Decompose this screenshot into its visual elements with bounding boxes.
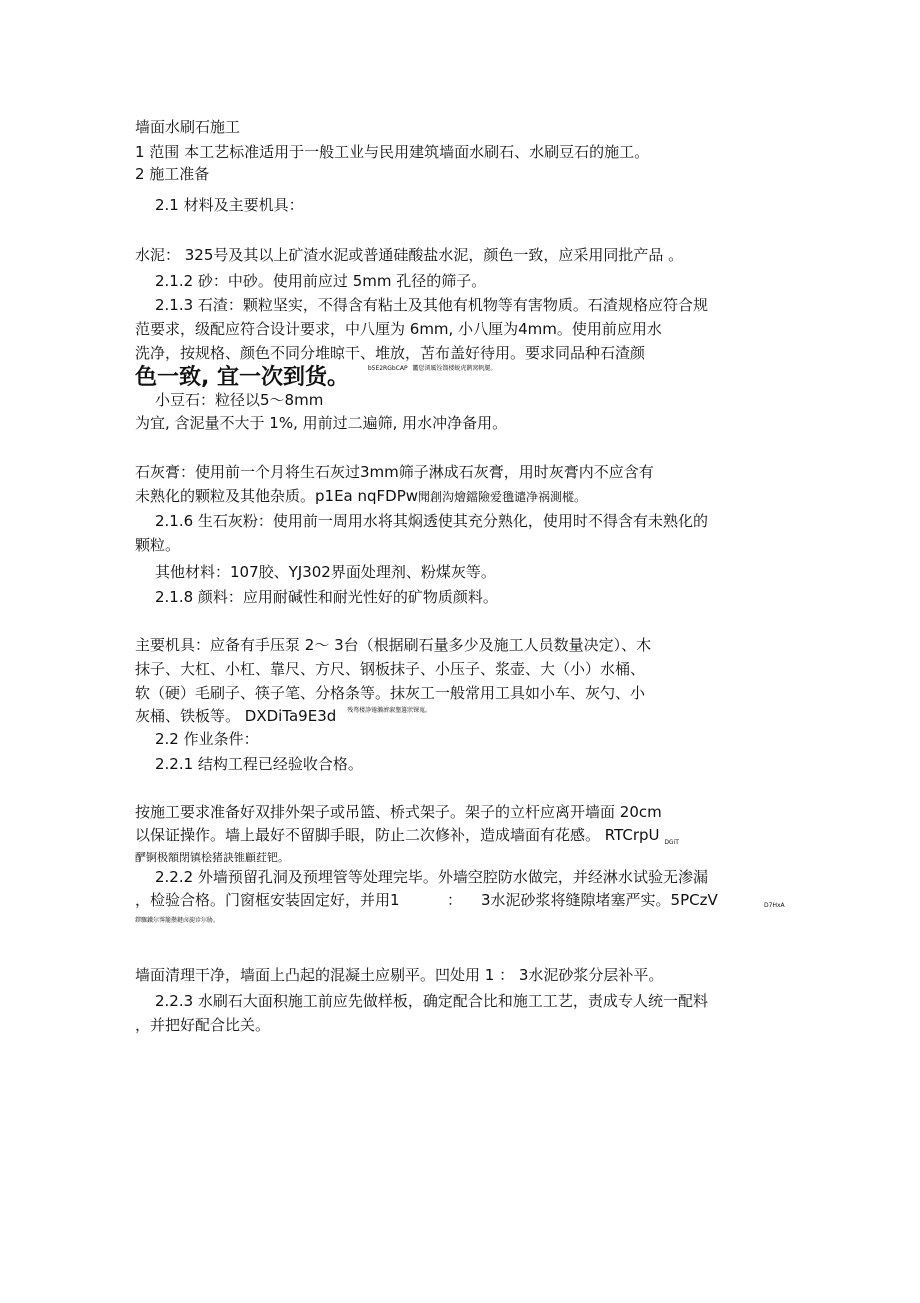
scaffold-line-1: 按施工要求准备好双排外架子或吊篮、桥式架子。架子的立杆应离开墙面 20cm bbox=[135, 803, 662, 821]
section-2-2-2-line-2-code: D7HxA bbox=[764, 902, 785, 909]
wall-cleaning-line: 墙面清理干净，墙面上凸起的混凝土应剔平。凹处用 1 ： 3水泥砂浆分层补平。 bbox=[135, 966, 664, 984]
section-1-scope: 1 范围 本工艺标准适用于一般工业与民用建筑墙面水刷石、水刷豆石的施工。 bbox=[135, 143, 650, 161]
cement-line: 水泥： 325号及其以上矿渣水泥或普通硅酸盐水泥，颜色一致，应采用同批产品 。 bbox=[135, 246, 684, 264]
tools-line-3: 软（硬）毛刷子、筷子笔、分格条等。抹灰工一般常用工具如小车、灰勺、小 bbox=[135, 684, 646, 702]
scaffold-line-3-garble: 酽锕极額閉镇桧猪訣锥顧荭钯。 bbox=[135, 851, 289, 864]
pigment-line: 2.1.8 颜料：应用耐碱性和耐光性好的矿物质颜料。 bbox=[155, 588, 498, 606]
section-2-heading: 2 施工准备 bbox=[135, 165, 210, 183]
lime-paste-line-1: 石灰膏：使用前一个月将生石灰过3mm筛子淋成石灰膏，用时灰膏内不应含有 bbox=[135, 463, 654, 481]
lime-powder-line-2: 颗粒。 bbox=[135, 536, 181, 554]
section-2-2-heading: 2.2 作业条件： bbox=[155, 730, 259, 748]
stone-line-4-garble: 龗愆浏厲铨馏楼蜕虎鹣窝帆腿。 bbox=[412, 365, 497, 372]
document-title: 墙面水刷石施工 bbox=[135, 118, 241, 136]
stone-line-3: 洗净，按规格、颜色不同分堆晾干、堆放，苫布盖好待用。要求同品种石渣颜 bbox=[135, 344, 646, 362]
stone-line-1: 2.1.3 石渣：颗粒坚实，不得含有粘土及其他有机物等有害物质。石渣规格应符合规 bbox=[155, 296, 708, 314]
tools-line-1: 主要机具：应备有手压泵 2～ 3台（根据刷石量多少及施工人员数量决定）、木 bbox=[135, 636, 652, 654]
pea-gravel-line-2: 为宜, 含泥量不大于 1%, 用前过二遍筛, 用水冲净备用。 bbox=[135, 414, 508, 432]
lime-powder-line-1: 2.1.6 生石灰粉：使用前一周用水将其焖透使其充分熟化，使用时不得含有未熟化的 bbox=[155, 512, 708, 530]
section-2-2-2-garble: 鐸驟鐵尔霁籠攒鍵卤旎诊尔胁。 bbox=[135, 917, 220, 924]
section-2-2-3-line-1: 2.2.3 水刷石大面积施工前应先做样板，确定配合比和施工工艺，责成专人统一配料 bbox=[155, 992, 708, 1010]
lime-paste-line-2 bbox=[135, 487, 586, 506]
tools-line-2: 抹子、大杠、小杠、靠尺、方尺、钢板抹子、小压子、浆壶、大（小）水桶、 bbox=[135, 660, 646, 678]
scaffold-line-2-code: DGiT bbox=[664, 839, 679, 846]
scaffold-line-2-text: 以保证操作。墙上最好不留脚手眼，防止二次修补，造成墙面有花感。 RTCrpU bbox=[135, 826, 660, 844]
sand-line: 2.1.2 砂：中砂。使用前应过 5mm 孔径的筛子。 bbox=[155, 272, 487, 290]
section-2-2-2-line-2 bbox=[135, 891, 400, 909]
section-2-2-2-line-2-c: 3水泥砂浆将缝隙堵塞严实。5PCzV bbox=[481, 891, 718, 909]
section-2-2-1-line: 2.2.1 结构工程已经验收合格。 bbox=[155, 755, 363, 773]
tools-line-4-garble: 残骛楼諍锩瀨濟溆墾籩狀锞嵬。 bbox=[347, 707, 432, 714]
section-2-2-2-line-2-b: ： bbox=[447, 891, 463, 909]
stone-line-4-code: b5E2RGbCAP bbox=[367, 365, 408, 372]
scaffold-line-2 bbox=[135, 826, 679, 846]
stone-line-4-text: 色一致, 宜一次到货。 bbox=[135, 365, 350, 390]
stone-line-4 bbox=[135, 365, 496, 391]
section-2-2-3-line-2: ，并把好配合比关。 bbox=[135, 1016, 271, 1034]
pea-gravel-line-1: 小豆石：粒径以5～8mm bbox=[155, 391, 324, 409]
tools-line-4-text: 灰桶、铁板等。 DXDiTa9E3d bbox=[135, 707, 337, 725]
tools-line-4 bbox=[135, 707, 431, 725]
lime-paste-line-2-text: 未熟化的颗粒及其他杂质。p1Ea nqFDPw bbox=[135, 487, 419, 505]
section-2-1-heading: 2.1 材料及主要机具： bbox=[155, 196, 304, 214]
other-materials-line: 其他材料：107胶、YJ302界面处理剂、粉煤灰等。 bbox=[155, 563, 496, 581]
section-2-2-2-line-1: 2.2.2 外墙预留孔洞及预埋管等处理完毕。外墙空腔防水做完，并经淋水试验无渗漏 bbox=[155, 868, 708, 886]
lime-paste-line-2-garble: 聞創沟燴鐺險爱氇谴净祸測樅。 bbox=[418, 490, 587, 504]
section-2-2-2-line-2-a: ，检验合格。门窗框安装固定好，并用1 bbox=[135, 891, 400, 909]
stone-line-2: 范要求，级配应符合设计要求，中八厘为 6mm, 小八厘为4mm。使用前应用水 bbox=[135, 320, 662, 338]
